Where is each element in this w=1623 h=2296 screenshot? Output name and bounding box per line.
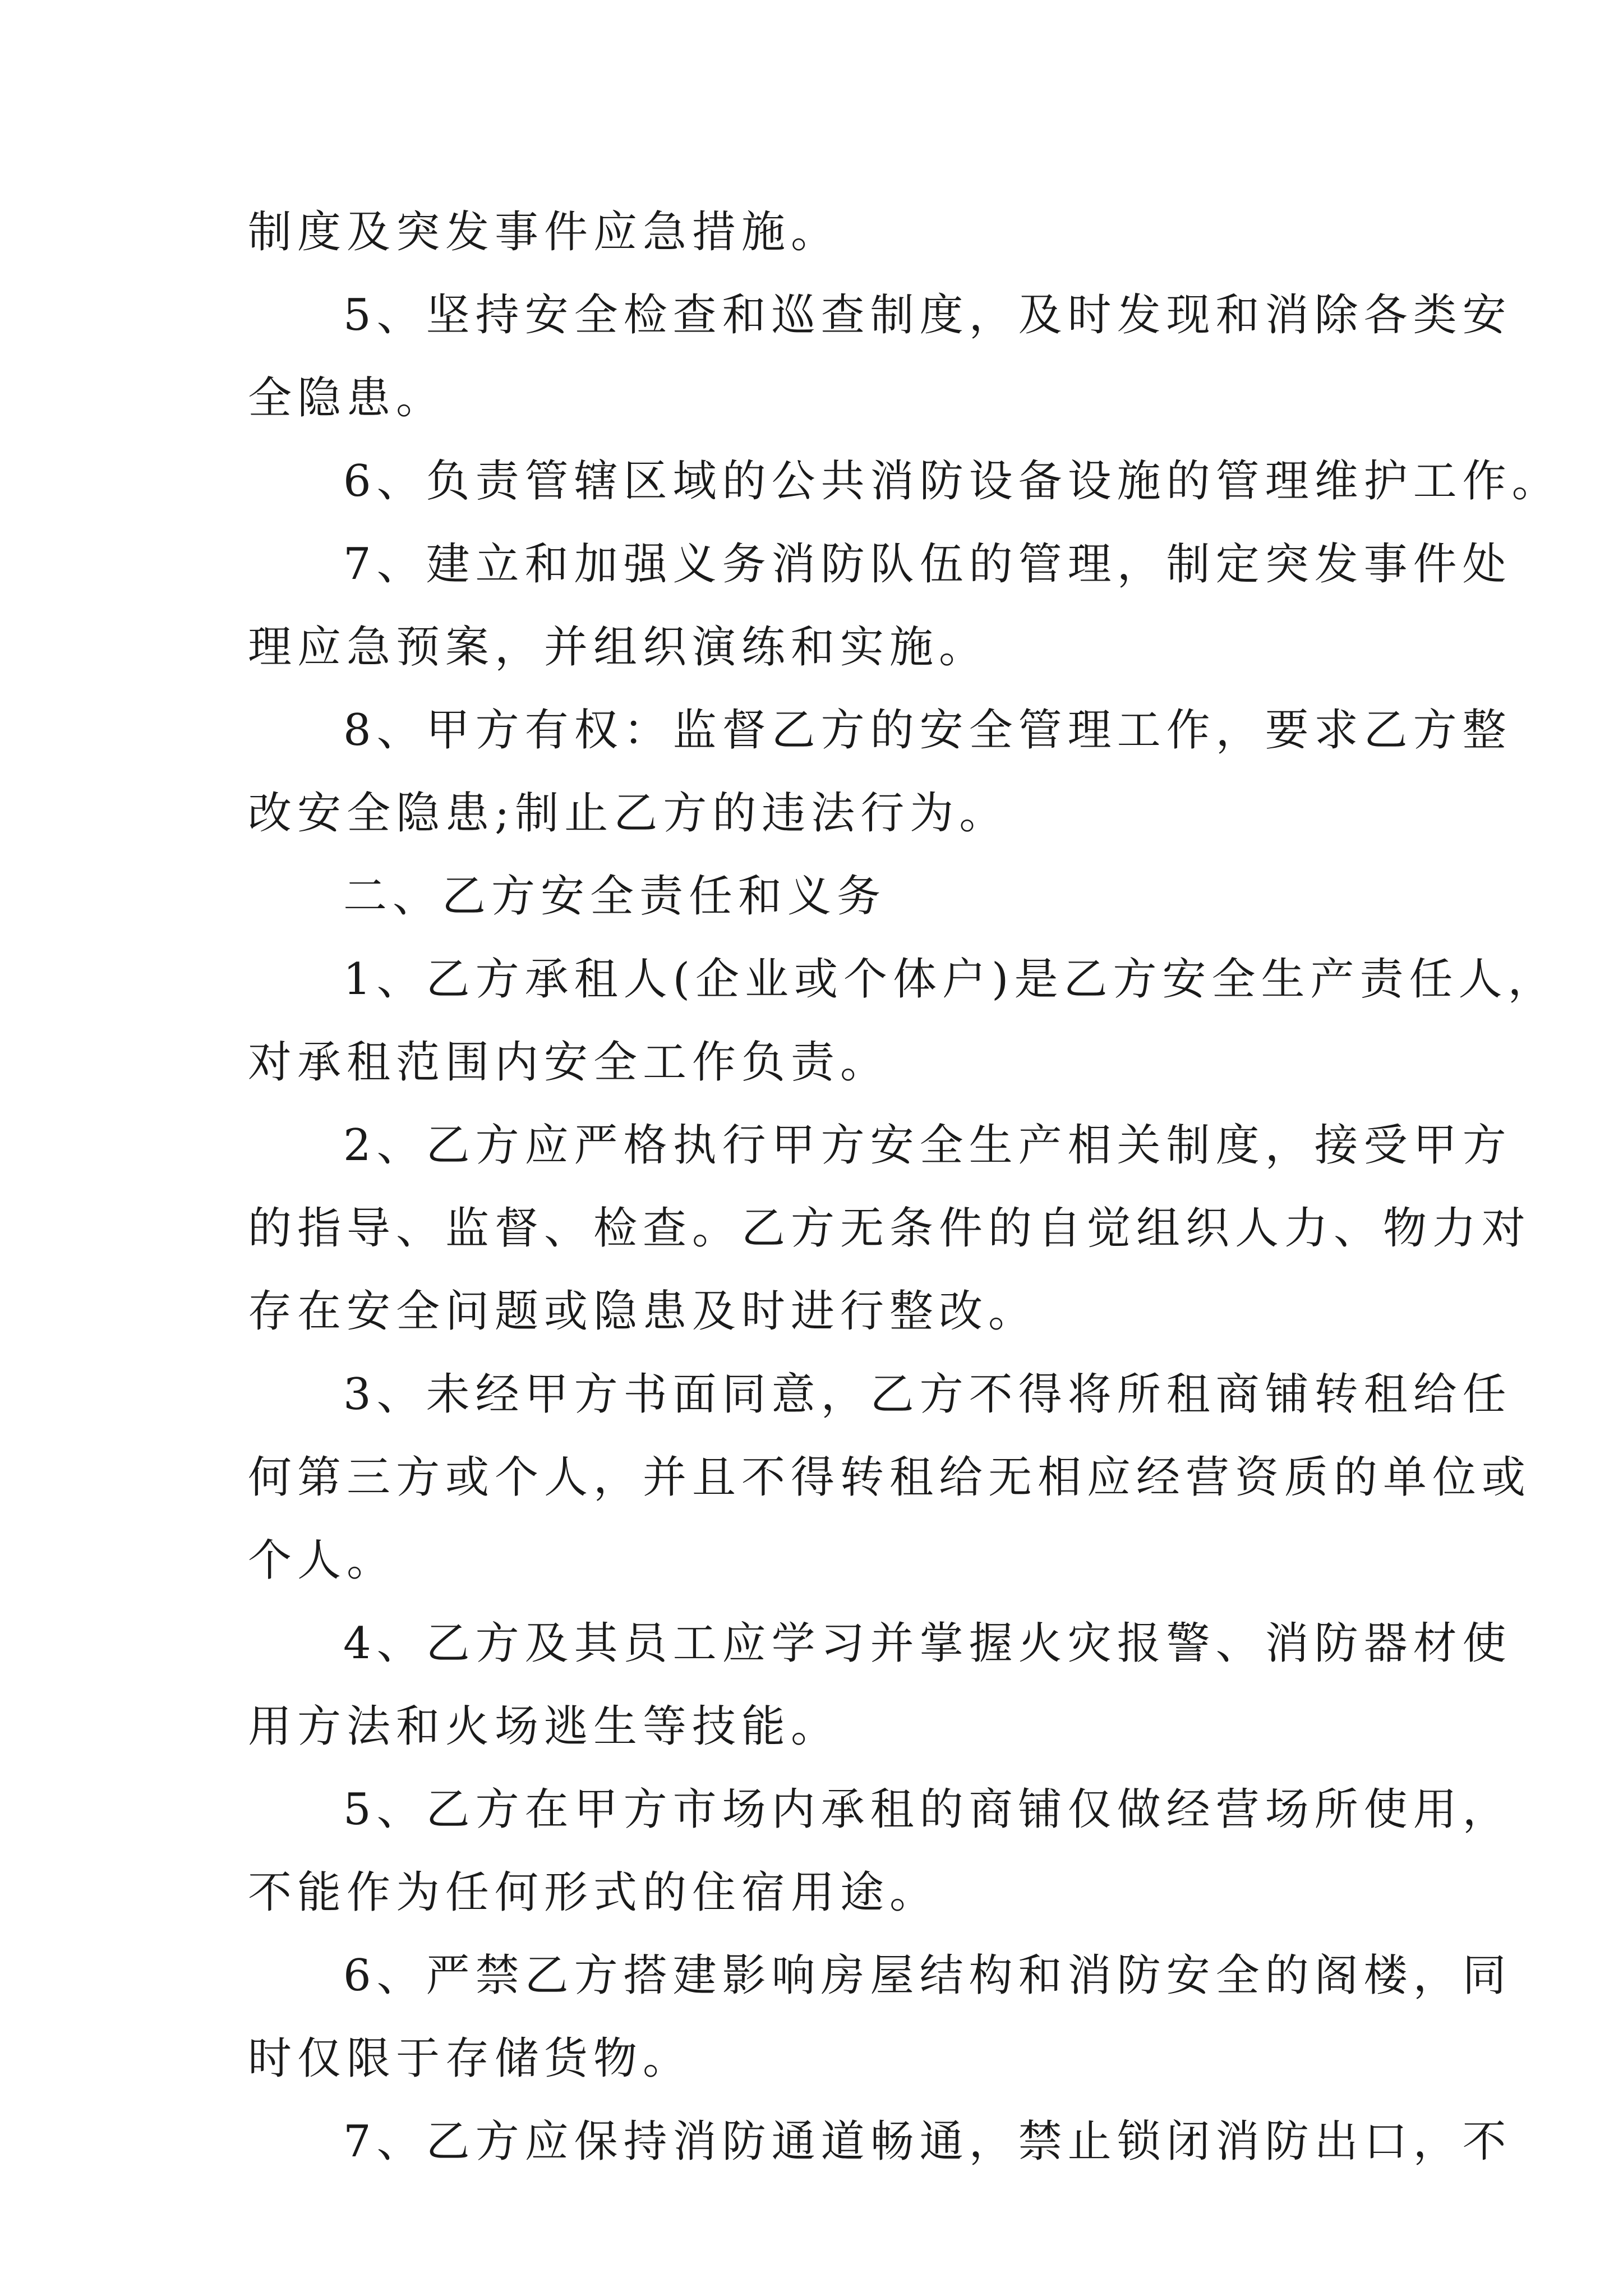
text-line: 改安全隐患;制止乙方的违法行为。 <box>248 788 1009 839</box>
text-line: 6、严禁乙方搭建影响房屋结构和消防安全的阁楼，同 <box>343 1950 1512 2001</box>
text-line: 8、甲方有权：监督乙方的安全管理工作，要求乙方整 <box>343 705 1512 756</box>
text-line: 个人。 <box>248 1535 396 1586</box>
text-line: 对承租范围内安全工作负责。 <box>248 1037 890 1088</box>
text-line: 5、坚持安全检查和巡查制度，及时发现和消除各类安 <box>343 290 1512 341</box>
text-line: 何第三方或个人，并且不得转租给无相应经营资质的单位或 <box>248 1452 1532 1503</box>
text-line: 2、乙方应严格执行甲方安全生产相关制度，接受甲方 <box>343 1120 1512 1171</box>
text-line: 3、未经甲方书面同意，乙方不得将所租商铺转租给任 <box>343 1369 1512 1420</box>
text-line: 理应急预案，并组织演练和实施。 <box>248 622 989 673</box>
text-line: 7、乙方应保持消防通道畅通，禁止锁闭消防出口，不 <box>343 2116 1512 2167</box>
text-line: 6、负责管辖区域的公共消防设备设施的管理维护工作。 <box>343 456 1561 507</box>
text-line: 用方法和火场逃生等技能。 <box>248 1701 841 1752</box>
text-line: 不能作为任何形式的住宿用途。 <box>248 1867 939 1918</box>
text-line: 制度及突发事件应急措施。 <box>248 207 841 257</box>
text-line: 全隐患。 <box>248 373 446 424</box>
text-line: 7、建立和加强义务消防队伍的管理，制定突发事件处 <box>343 539 1512 590</box>
text-line: 的指导、监督、检查。乙方无条件的自觉组织人力、物力对 <box>248 1203 1532 1254</box>
text-line: 4、乙方及其员工应学习并掌握火灾报警、消防器材使 <box>343 1618 1512 1669</box>
body-text <box>248 191 1561 2183</box>
text-line: 1、乙方承租人(企业或个体户)是乙方安全生产责任人， <box>343 954 1557 1005</box>
text-line: 时仅限于存储货物。 <box>248 2033 693 2084</box>
text-line: 存在安全问题或隐患及时进行整改。 <box>248 1286 1038 1337</box>
section-heading: 二、乙方安全责任和义务 <box>343 871 887 922</box>
text-line: 5、乙方在甲方市场内承租的商铺仅做经营场所使用， <box>343 1784 1512 1835</box>
